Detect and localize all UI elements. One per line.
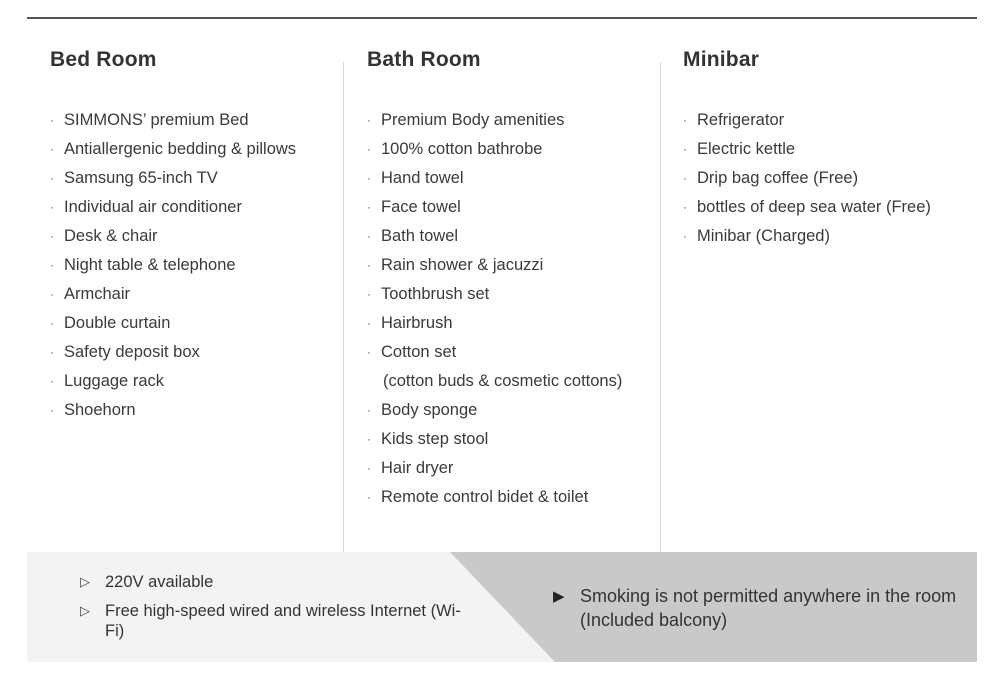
middle-dot-icon: · — [367, 403, 371, 417]
column-divider-1 — [343, 62, 344, 572]
column-divider-2 — [660, 62, 661, 572]
middle-dot-icon: · — [50, 229, 54, 243]
list-item: · Toothbrush set — [367, 280, 622, 309]
middle-dot-icon: · — [367, 461, 371, 475]
minibar-title: Minibar — [683, 48, 760, 71]
list-item: · Bath towel — [367, 222, 622, 251]
middle-dot-icon: · — [50, 374, 54, 388]
notice-band — [27, 552, 977, 662]
list-item: · Luggage rack — [50, 367, 296, 396]
list-item: · Shoehorn — [50, 396, 296, 425]
middle-dot-icon: · — [367, 258, 371, 272]
middle-dot-icon: · — [50, 403, 54, 417]
middle-dot-icon: · — [367, 200, 371, 214]
note-item: ▷ 220V available — [80, 573, 214, 591]
list-item: · Refrigerator — [683, 106, 931, 135]
list-item: · Cotton set — [367, 338, 622, 367]
middle-dot-icon: · — [367, 113, 371, 127]
middle-dot-icon: · — [367, 142, 371, 156]
minibar-list — [683, 106, 931, 251]
list-item: · Rain shower & jacuzzi — [367, 251, 622, 280]
middle-dot-icon: · — [367, 432, 371, 446]
middle-dot-icon: · — [50, 142, 54, 156]
middle-dot-icon: · — [367, 229, 371, 243]
middle-dot-icon: · — [683, 200, 687, 214]
middle-dot-icon: · — [367, 316, 371, 330]
middle-dot-icon: · — [367, 490, 371, 504]
outline-triangle-right-icon: ▷ — [80, 603, 90, 618]
list-item: · Samsung 65-inch TV — [50, 164, 296, 193]
bathroom-title: Bath Room — [367, 48, 481, 71]
middle-dot-icon: · — [50, 345, 54, 359]
filled-triangle-right-icon: ▶ — [553, 588, 565, 605]
middle-dot-icon: · — [50, 258, 54, 272]
list-item: · Drip bag coffee (Free) — [683, 164, 931, 193]
bedroom-title: Bed Room — [50, 48, 157, 71]
list-item: · Desk & chair — [50, 222, 296, 251]
list-item: · Body sponge — [367, 396, 622, 425]
list-item: · Hair dryer — [367, 454, 622, 483]
middle-dot-icon: · — [683, 142, 687, 156]
bedroom-list — [50, 106, 296, 425]
list-item: · Armchair — [50, 280, 296, 309]
list-item: · Night table & telephone — [50, 251, 296, 280]
list-item: · bottles of deep sea water (Free) — [683, 193, 931, 222]
list-item: · Individual air conditioner — [50, 193, 296, 222]
middle-dot-icon: · — [683, 113, 687, 127]
middle-dot-icon: · — [50, 171, 54, 185]
middle-dot-icon: · — [367, 171, 371, 185]
list-item: · Double curtain — [50, 309, 296, 338]
list-item: · Hairbrush — [367, 309, 622, 338]
note-item: ▷ Free high-speed wired and wireless Internet (Wi-Fi) — [80, 602, 461, 640]
list-item: · Electric kettle — [683, 135, 931, 164]
bathroom-list — [367, 106, 622, 512]
middle-dot-icon: · — [367, 287, 371, 301]
middle-dot-icon: · — [683, 171, 687, 185]
bedroom-column — [50, 48, 296, 425]
list-item: · 100% cotton bathrobe — [367, 135, 622, 164]
list-item: · Minibar (Charged) — [683, 222, 931, 251]
middle-dot-icon: · — [50, 287, 54, 301]
list-item: · Antiallergenic bedding & pillows — [50, 135, 296, 164]
list-item: · Hand towel — [367, 164, 622, 193]
list-item: · Face towel — [367, 193, 622, 222]
list-item: · Kids step stool — [367, 425, 622, 454]
notes-list — [80, 572, 465, 650]
middle-dot-icon: · — [50, 113, 54, 127]
middle-dot-icon: · — [50, 316, 54, 330]
middle-dot-icon: · — [683, 229, 687, 243]
minibar-column — [683, 48, 931, 251]
smoking-notice: ▶ Smoking is not permitted anywhere in the room (Included balcony) — [553, 586, 957, 630]
outline-triangle-right-icon: ▷ — [80, 574, 90, 589]
list-item: · Premium Body amenities — [367, 106, 622, 135]
list-item: · Safety deposit box — [50, 338, 296, 367]
list-item: · SIMMONS’ premium Bed — [50, 106, 296, 135]
list-item: · Remote control bidet & toilet — [367, 483, 622, 512]
top-divider — [27, 17, 977, 19]
middle-dot-icon: · — [367, 345, 371, 359]
bathroom-column — [367, 48, 622, 512]
list-item-continuation: (cotton buds & cosmetic cottons) — [383, 372, 623, 390]
middle-dot-icon: · — [50, 200, 54, 214]
